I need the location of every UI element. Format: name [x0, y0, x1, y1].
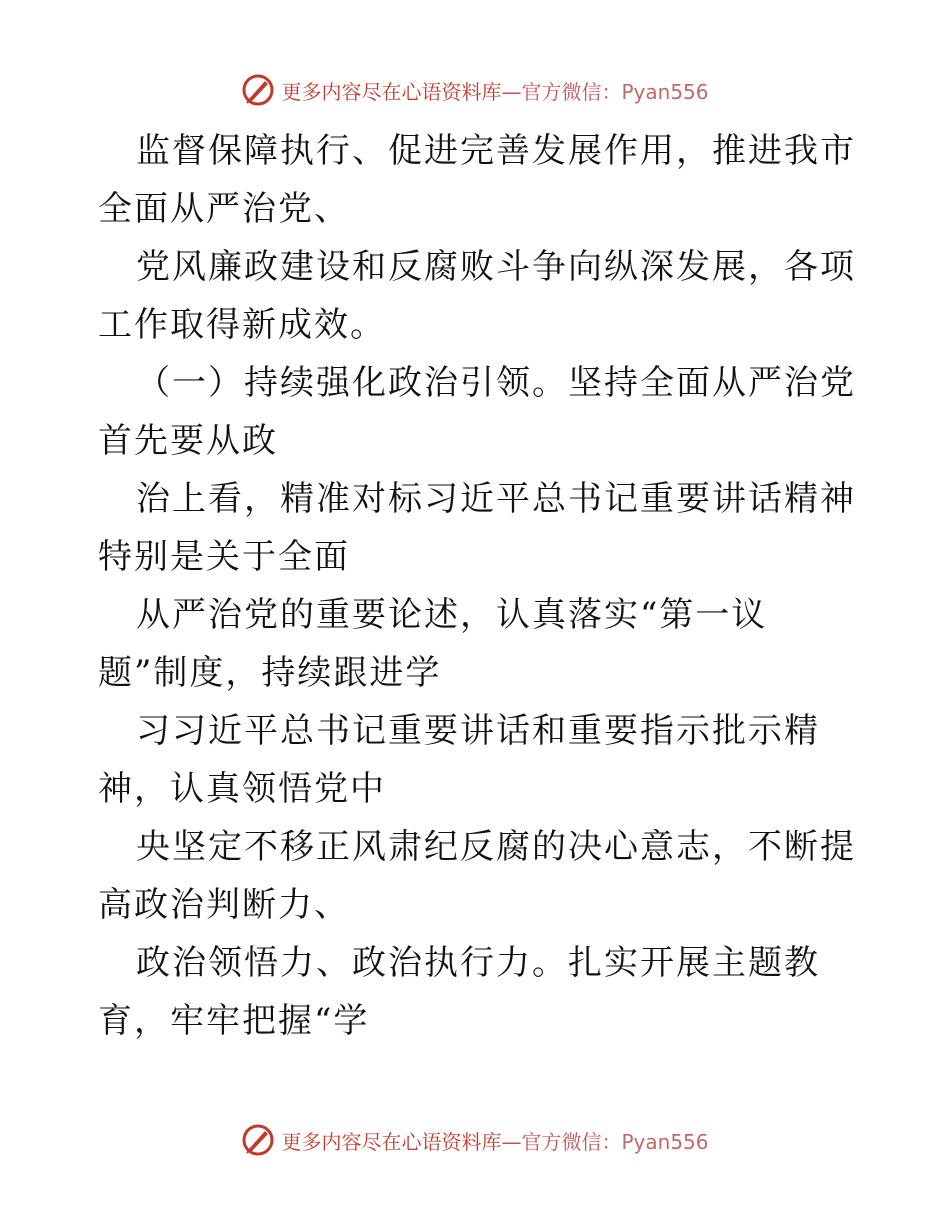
quill-logo-icon — [241, 1123, 275, 1157]
watermark-text: 更多内容尽在心语资料库—官方微信：Pyan556 — [281, 79, 709, 104]
paragraph: 央坚定不移正风肃纪反腐的决心意志，不断提高政治判断力、 — [98, 827, 856, 925]
paragraph: 党风廉政建设和反腐败斗争向纵深发展，各项工作取得新成效。 — [98, 247, 856, 345]
watermark-text: 更多内容尽在心语资料库—官方微信：Pyan556 — [281, 1129, 709, 1154]
header-watermark — [0, 70, 950, 110]
paragraph: 政治领悟力、政治执行力。扎实开展主题教育，牢牢把握“学 — [98, 943, 820, 1041]
paragraph: （一）持续强化政治引领。坚持全面从严治党首先要从政 — [98, 363, 856, 461]
paragraph: 习习近平总书记重要讲话和重要指示批示精神，认真领悟党中 — [98, 711, 820, 809]
paragraph: 监督保障执行、促进完善发展作用，推进我市全面从严治党、 — [98, 131, 856, 229]
paragraph: 治上看，精准对标习近平总书记重要讲话精神特别是关于全面 — [98, 479, 856, 577]
document-body — [98, 122, 858, 1050]
quill-logo-icon — [241, 73, 275, 107]
footer-watermark — [0, 1120, 950, 1160]
paragraph: 从严治党的重要论述，认真落实“第一议题”制度，持续跟进学 — [98, 595, 768, 693]
